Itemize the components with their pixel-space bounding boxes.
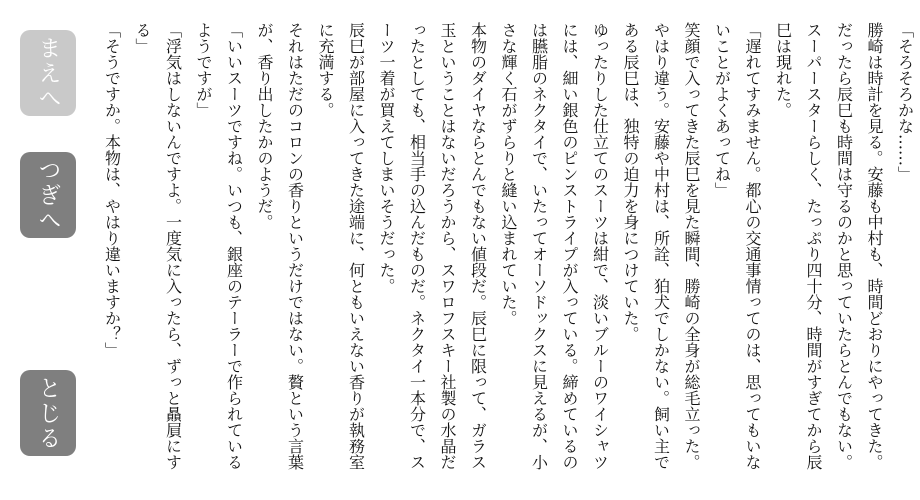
paragraph: それはただのコロンの香りというだけではない。贅という言葉が、香り出したかのようだ。 (255, 22, 305, 470)
previous-page-label: まえへ (34, 35, 61, 111)
close-button[interactable] (20, 370, 76, 456)
paragraph: 「遅れてすみません。都心の交通事情ってのは、思ってもいないことがよくあってね」 (712, 22, 762, 470)
paragraph: 笑顔で入ってきた辰巳を見た瞬間、勝崎の全身が総毛立った。やはり違う。安藤や中村は、所詮、狛犬でしかない。飼い主である辰巳は、独特の迫力を身につけていた。 (621, 22, 701, 470)
reading-pane (96, 22, 915, 474)
navigation-column (0, 0, 100, 500)
story-text (96, 22, 920, 474)
paragraph: 「そろそろかな……」 (895, 22, 915, 182)
paragraph: 本物のダイヤならとんでもない値段だ。辰巳に限って、ガラス玉ということはないだろうから、スワロフスキー社製の水晶だったとしても、相当手の込んだものだ。ネクタイ一本分で、スーツ一着が買えてしまいそうだった。 (377, 22, 488, 470)
paragraph: ゆったりした仕立てのスーツは紺で、淡いブルーのワイシャツには、細い銀色のピンストライプが入っている。締めているのは臙脂のネクタイで、いたってオーソドックスに見えるが、小さな輝く石がずらりと縫い込まれていた。 (499, 22, 610, 470)
paragraph: 勝崎は時計を見る。安藤も中村も、時間どおりにやってきた。だったら辰巳も時間は守るのかと思っていたらとんでもない。スーパースターらしく、たっぷり四十分、時間がすぎてから辰巳は現れた。 (773, 22, 884, 470)
paragraph: 「いいスーツですね。いつも、銀座のテーラーで作られているようですが」 (194, 22, 244, 470)
paragraph: 辰巳が部屋に入ってきた途端に、何ともいえない香りが執務室に充満する。 (316, 22, 366, 470)
previous-page-button[interactable] (20, 30, 76, 116)
next-page-button[interactable] (20, 152, 76, 238)
paragraph: 「そうですか。本物は、やはり違いますか？」 (102, 22, 122, 358)
paragraph: 「浮気はしないんですよ。一度気に入ったら、ずっと贔屓にする」 (133, 22, 183, 470)
close-label: とじる (34, 375, 61, 451)
next-page-label: つぎへ (34, 157, 61, 233)
